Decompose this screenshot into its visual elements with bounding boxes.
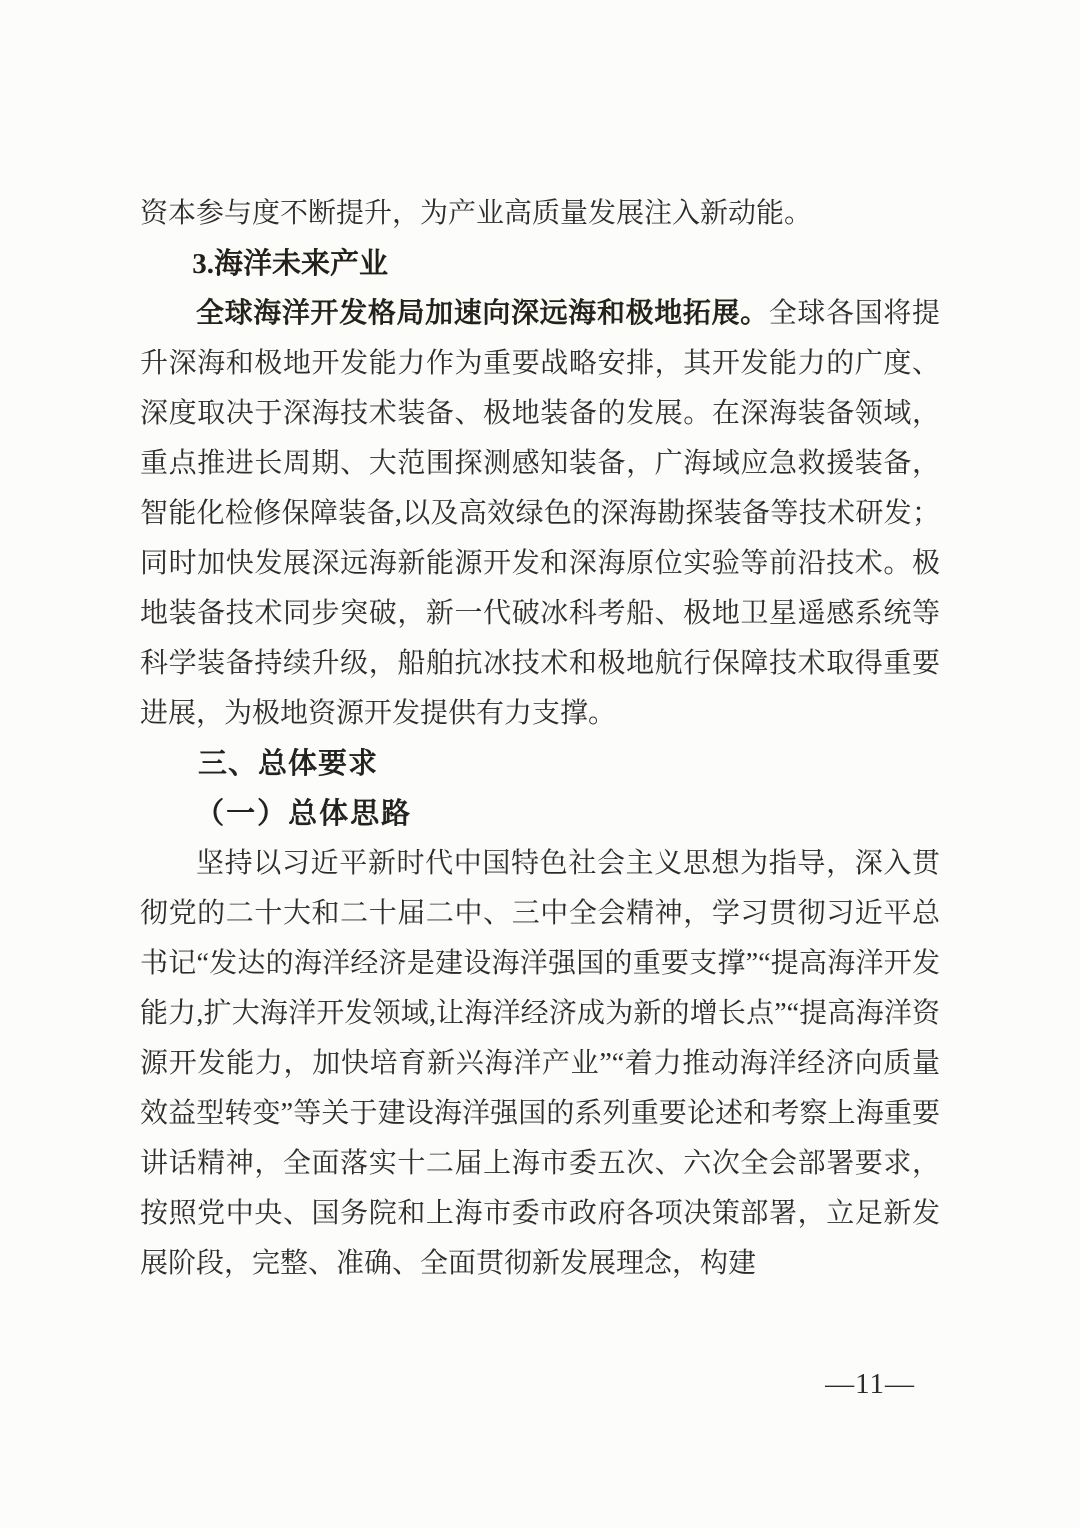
future-industry-paragraph-body: 全球各国将提升深海和极地开发能力作为重要战略安排，其开发能力的广度、深度取决于深海技术装备、极地装备的发展。在深海装备领域，重点推进长周期、大范围探测感知装备，广海域应急救援装备，智能化检修保障装备,以及高效绿色的深海勘探装备等技术研发；同时加快发展深远海新能源开发和深海原位实验等前沿技术。极地装备技术同步突破，新一代破冰科考船、极地卫星遥感系统等科学装备持续升级，船舶抗冰技术和极地航行保障技术取得重要进展，为极地资源开发提供有力支撑。 bbox=[140, 298, 940, 729]
overall-approach-paragraph: 坚持以习近平新时代中国特色社会主义思想为指导，深入贯彻党的二十大和二十届二中、三中全会精神，学习贯彻习近平总书记“发达的海洋经济是建设海洋强国的重要支撑”“提高海洋开发能力,扩大海洋开发领域,让海洋经济成为新的增长点”“提高海洋资源开发能力，加快培育新兴海洋产业”“着力推动海洋经济向质量效益型转变”等关于建设海洋强国的系列重要论述和考察上海重要讲话精神，全面落实十二届上海市委五次、六次全会部署要求，按照党中央、国务院和上海市委市政府各项决策部署，立足新发展阶段，完整、准确、全面贯彻新发展理念，构建 bbox=[140, 848, 940, 1279]
future-industry-paragraph bbox=[140, 289, 940, 739]
item-heading-marine-future-industry: 3.海洋未来产业 bbox=[192, 248, 388, 280]
document-text-block bbox=[140, 189, 940, 1289]
lead-bold-sentence: 全球海洋开发格局加速向深远海和极地拓展。 bbox=[196, 298, 769, 329]
section-heading-overall-approach: （一）总体思路 bbox=[195, 798, 413, 830]
continuation-paragraph: 资本参与度不断提升，为产业高质量发展注入新动能。 bbox=[140, 198, 813, 229]
chapter-heading-overall-requirements: 三、总体要求 bbox=[198, 748, 379, 780]
page-number: —11— bbox=[825, 1368, 915, 1400]
